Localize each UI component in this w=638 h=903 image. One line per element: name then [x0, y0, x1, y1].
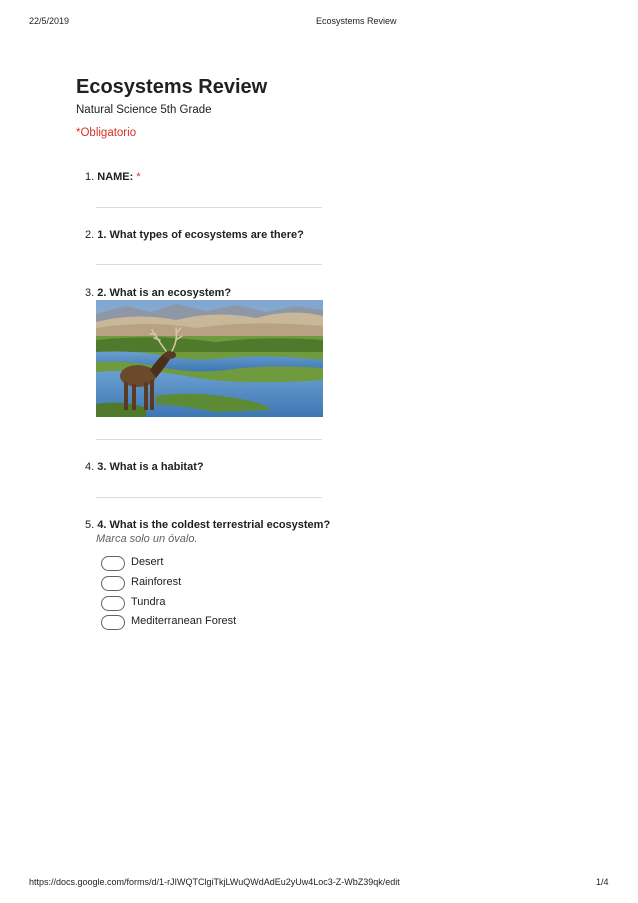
question-number: 1. — [85, 171, 95, 183]
print-doc-title: Ecosystems Review — [316, 16, 397, 26]
option-rainforest[interactable] — [101, 576, 125, 591]
print-date: 22/5/2019 — [29, 16, 70, 26]
question-number: 4. — [85, 461, 95, 473]
option-mediterranean-forest[interactable] — [101, 615, 125, 630]
question-5 — [85, 519, 330, 531]
question-label: 3. What is a habitat? — [97, 461, 204, 473]
ecosystem-definition-answer-field[interactable] — [96, 439, 322, 440]
footer-page-number: 1/4 — [596, 877, 609, 887]
option-label-mediterranean-forest: Mediterranean Forest — [131, 615, 237, 627]
form-title: Ecosystems Review — [76, 76, 268, 98]
question-number: 5. — [85, 519, 95, 531]
option-label-desert: Desert — [131, 556, 164, 568]
question-4 — [85, 461, 204, 473]
form-subtitle: Natural Science 5th Grade — [76, 104, 212, 116]
ecosystem-types-answer-field[interactable] — [96, 264, 322, 265]
option-tundra[interactable] — [101, 596, 125, 611]
radio-oval[interactable] — [101, 556, 125, 571]
option-label-tundra: Tundra — [131, 596, 166, 608]
question-number: 2. — [85, 229, 95, 241]
habitat-answer-field[interactable] — [96, 497, 322, 498]
question-label: 1. What types of ecosystems are there? — [97, 229, 304, 241]
question-label: NAME: — [97, 171, 134, 183]
option-desert[interactable] — [101, 556, 125, 571]
required-note: *Obligatorio — [76, 127, 137, 139]
question-number: 3. — [85, 287, 95, 299]
radio-oval[interactable] — [101, 596, 125, 611]
required-asterisk: * — [136, 171, 141, 183]
radio-oval[interactable] — [101, 615, 125, 630]
help-text: Marca solo un óvalo. — [96, 533, 198, 545]
question-label: 2. What is an ecosystem? — [97, 287, 232, 299]
question-2 — [85, 229, 304, 241]
radio-oval[interactable] — [101, 576, 125, 591]
question-1 — [85, 171, 141, 183]
footer-url: https://docs.google.com/forms/d/1-rJIWQTClgiTkjLWuQWdAdEu2yUw4Loc3-Z-WbZ39qk/edit — [29, 877, 400, 887]
name-answer-field[interactable] — [96, 207, 322, 208]
elk-photo — [96, 300, 323, 417]
question-label: 4. What is the coldest terrestrial ecosystem? — [97, 519, 331, 531]
option-label-rainforest: Rainforest — [131, 576, 182, 588]
question-3 — [85, 287, 231, 299]
